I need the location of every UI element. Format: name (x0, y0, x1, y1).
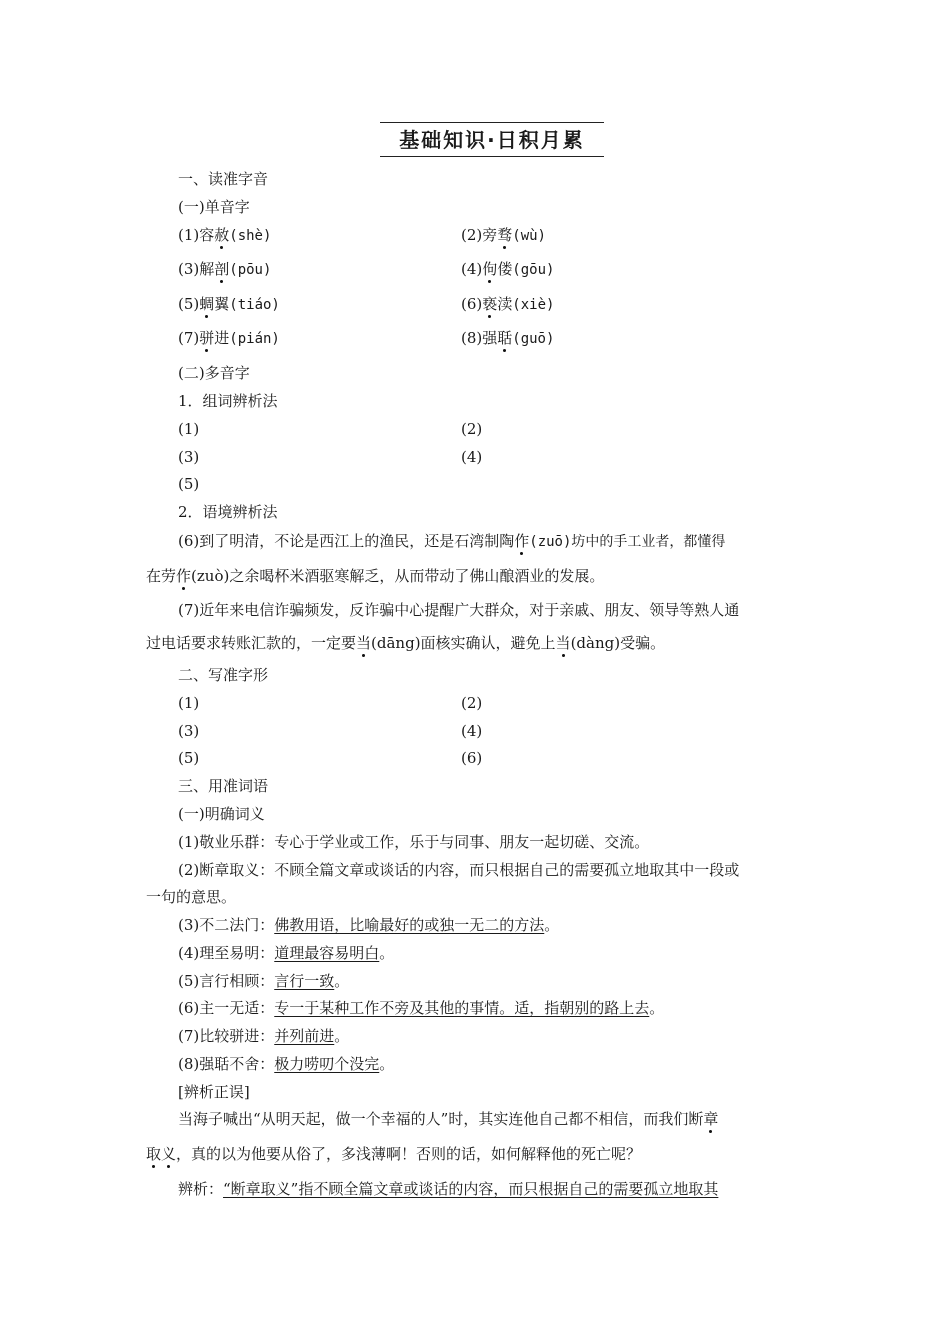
single-sound-item: (7)骈进(pián) (178, 329, 280, 347)
blank-item: (2) (461, 694, 483, 712)
section-2-heading: 二、写准字形 (178, 666, 269, 684)
blank-item: (5) (178, 475, 200, 493)
correction-heading: [辨析正误] (178, 1083, 250, 1101)
page-title: 基础知识·日积月累 (399, 128, 585, 152)
method-2-heading: 2．语境辨析法 (178, 503, 278, 521)
term-definition: 一句的意思。 (146, 888, 237, 906)
single-sound-item: (3)解剖(pōu) (178, 260, 272, 278)
term-definition: (8)强聒不舍：极力唠叨个没完。 (178, 1055, 395, 1073)
blank-item: (4) (461, 448, 483, 466)
term-definition: (6)主一无适：专一于某种工作不旁及其他的事情。适，指朝别的路上去。 (178, 999, 665, 1017)
analysis-line: 辨析：“断章取义”指不顾全篇文章或谈话的内容，而只根据自己的需要孤立地取其 (178, 1180, 719, 1198)
title-top-rule (380, 122, 604, 123)
single-sound-item: (2)旁骛(wù) (461, 226, 546, 244)
paragraph-7-line: (7)近年来电信诈骗频发，反诈骗中心提醒广大群众，对于亲戚、朋友、领导等熟人通 (178, 601, 740, 619)
single-sound-item: (4)佝偻(gōu) (461, 260, 555, 278)
section-3-heading: 三、用准词语 (178, 777, 269, 795)
single-sound-item: (1)容赦(shè) (178, 226, 272, 244)
term-definition: (1)敬业乐群：专心于学业或工作，乐于与同事、朋友一起切磋、交流。 (178, 833, 650, 851)
blank-item: (5) (178, 749, 200, 767)
paragraph-6-line: (6)到了明清，不论是西江上的渔民，还是石湾制陶作(zuō)坊中的手工业者，都懂得 (178, 532, 726, 550)
single-sound-item: (5)蜩翼(tiáo) (178, 295, 280, 313)
blank-item: (3) (178, 722, 200, 740)
single-sound-item: (6)亵渎(xiè) (461, 295, 555, 313)
title-bottom-rule (380, 156, 604, 157)
blank-item: (3) (178, 448, 200, 466)
correction-text-line: 当海子喊出“从明天起，做一个幸福的人”时，其实连他自己都不相信，而我们断章 (178, 1110, 719, 1128)
word-meaning-heading: (一)明确词义 (178, 805, 265, 823)
term-definition: (2)断章取义：不顾全篇文章或谈话的内容，而只根据自己的需要孤立地取其中一段或 (178, 861, 740, 879)
blank-item: (4) (461, 722, 483, 740)
single-sound-item: (8)强聒(guō) (461, 329, 555, 347)
blank-item: (1) (178, 694, 200, 712)
correction-text-line: 取义，真的以为他要从俗了，多浅薄啊！否则的话，如何解释他的死亡呢？ (146, 1145, 642, 1163)
single-sound-heading: (一)单音字 (178, 198, 250, 216)
term-definition: (4)理至易明：道理最容易明白。 (178, 944, 395, 962)
paragraph-6-line: 在劳作(zuò)之余喝杯米酒驱寒解乏，从而带动了佛山酿酒业的发展。 (146, 567, 605, 585)
paragraph-7-line: 过电话要求转账汇款的，一定要当(dāng)面核实确认，避免上当(dàng)受骗。 (146, 634, 666, 652)
term-definition: (7)比较骈进：并列前进。 (178, 1027, 350, 1045)
section-1-heading: 一、读准字音 (178, 170, 269, 188)
blank-item: (2) (461, 420, 483, 438)
method-1-heading: 1．组词辨析法 (178, 392, 278, 410)
blank-item: (6) (461, 749, 483, 767)
term-definition: (5)言行相顾：言行一致。 (178, 972, 350, 990)
multi-sound-heading: (二)多音字 (178, 364, 250, 382)
blank-item: (1) (178, 420, 200, 438)
term-definition: (3)不二法门：佛教用语，比喻最好的或独一无二的方法。 (178, 916, 560, 934)
